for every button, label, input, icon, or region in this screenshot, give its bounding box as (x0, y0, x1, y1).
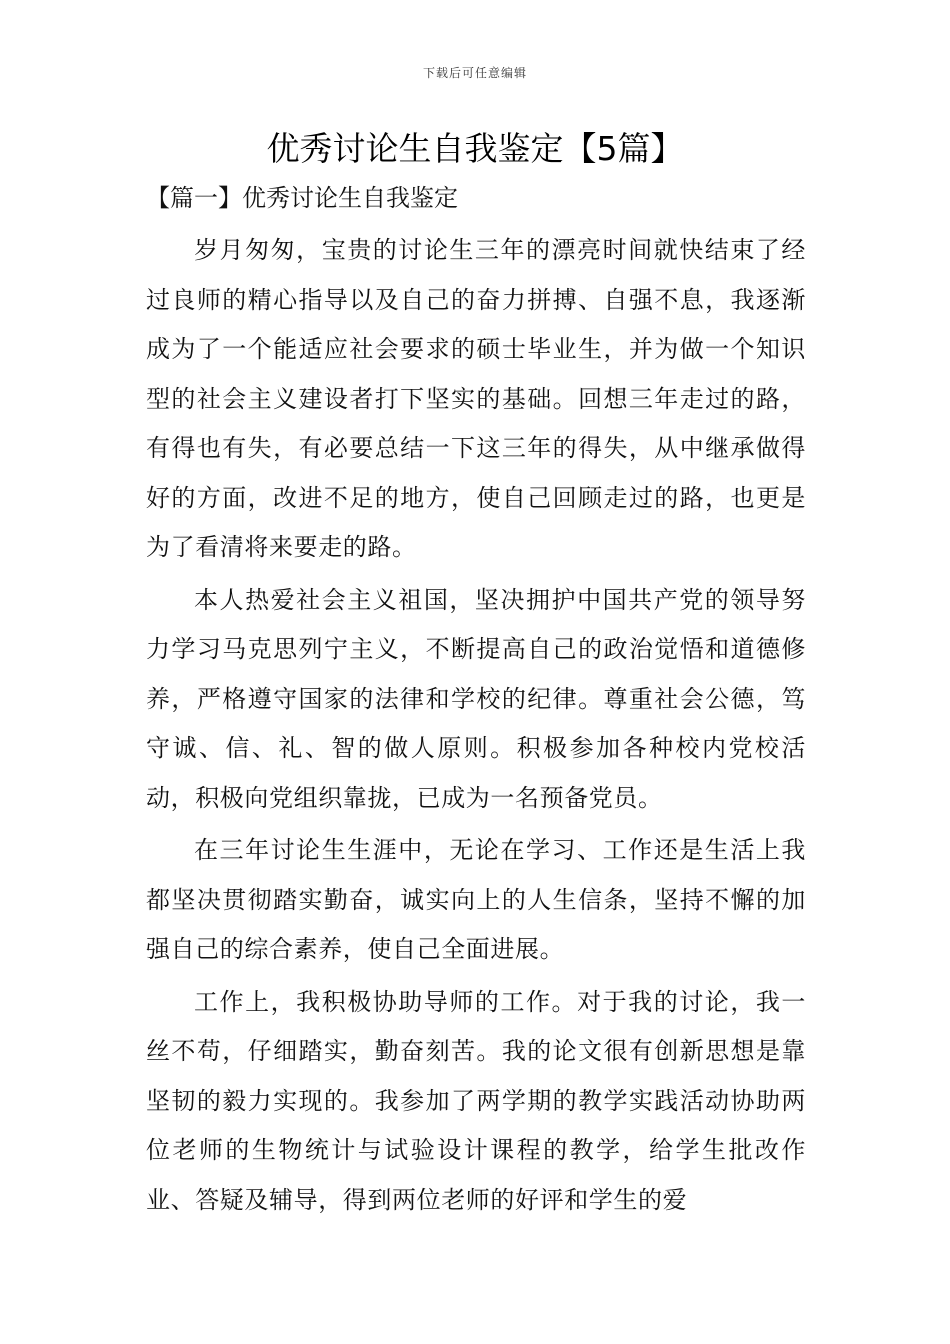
page-header-note: 下载后可任意编辑 (422, 66, 527, 80)
paragraph: 在三年讨论生生涯中，无论在学习、工作还是生活上我都坚决贯彻踏实勤奋，诚实向上的人生信条，坚持不懈的加强自己的综合素养，使自己全面进展。 (146, 836, 806, 963)
document-body (146, 226, 806, 1228)
paragraph: 本人热爱社会主义祖国，坚决拥护中国共产党的领导努力学习马克思列宁主义，不断提高自己的政治觉悟和道德修养，严格遵守国家的法律和学校的纪律。尊重社会公德，笃守诚、信、礼、智的做人原则。积极参加各种校内党校活动，积极向党组织靠拢，已成为一名预备党员。 (146, 585, 806, 812)
paragraph: 工作上，我积极协助导师的工作。对于我的讨论，我一丝不苟，仔细踏实，勤奋刻苦。我的论文很有创新思想是靠坚韧的毅力实现的。我参加了两学期的教学实践活动协助两位老师的生物统计与试验设计课程的教学，给学生批改作业、答疑及辅导，得到两位老师的好评和学生的爱 (146, 987, 806, 1214)
document-title: 优秀讨论生自我鉴定【5篇】 (266, 129, 684, 168)
section-heading: 【篇一】优秀讨论生自我鉴定 (146, 184, 458, 212)
paragraph: 岁月匆匆，宝贵的讨论生三年的漂亮时间就快结束了经过良师的精心指导以及自己的奋力拼搏、自强不息，我逐渐成为了一个能适应社会要求的硕士毕业生，并为做一个知识型的社会主义建设者打下坚实的基础。回想三年走过的路，有得也有失，有必要总结一下这三年的得失，从中继承做得好的方面，改进不足的地方，使自己回顾走过的路，也更是为了看清将来要走的路。 (146, 236, 806, 561)
